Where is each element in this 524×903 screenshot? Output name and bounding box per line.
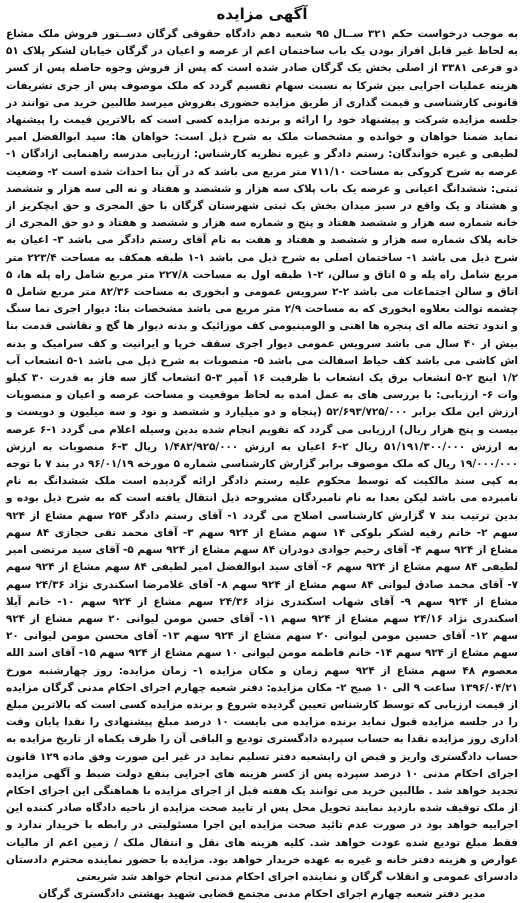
notice-body: به موجب درخواست حکم ۳۲۱ ســال ۹۵ شعبه دهم دادگاه حقوقی گرگان دســتور فروش ملک مشاع به لحاظ غیر قابل افراز بودن یک باب ساختمان اعم از عرصه و اعیان در گرگان خیابان لشکر پلاک ۵۱ دو فرعی ۳۳۸۱ از اصلی بخش یک گرگان صادر شده است که پس از فروش وجوه حاصله پس از کسر هزینه عملیات اجرایی بین شرکا به نسبت سهام تقسیم گردد که ملک موصوف پس از جری تشریفات قانونی کارشناسی و قیمت گذاری از طریق مزایده حضوری بفروش میرسد طالبین خرید می توانند در جلسه مزایده شرکت و پیشنهاد خود را ارائه و برنده مزایده کسی است که بالاترین قیمت را پیشنهاد نماید ضمنا خواهان و خوانده و مشخصات ملک به شرح ذیل است: خواهان ها: سید ابوالفضل امیر لطیفی و غیره خواندگان: رستم دادگر و غیره نظریه کارشناس: ارزیابی مدرسه راهنمایی ازادگان ۱- عرصه به شرح کروکی به مساحت ۷۱۱/۱۰ متر مربع می باشد که در آن بنا احداث شده است ۲- وضعیت ثبتی: ششدانگ اعیانی و عرصه یک باب پلاک سه هزار و ششصد و هفتاد و نه الی سه هزار و ششصد و هشتاد و یک واقع در سبز میدان بخش یک ثبتی شهرستان گرگان با حق المجری و حق ایچکریز از خانه شماره سه هزار و ششصد هفتاد و پنج و شماره سه هزار و ششصد و هفتاد و دو حق المجری از خانه پلاک شماره سه هزار و ششصد و هفتاد و هفت به نام آقای رستم دادگر می باشد ۳- اعیان به شرح ذیل می باشد ۱- ساختمان اصلی به شرح ذیل می باشد ۱-۱ طبقه همکف به مساحت ۲۲۳/۴ متر مربع شامل راه پله و ۵ اتاق و سالن، ۲-۱ طبقه اول به مساحت ۲۲۷/۸ متر مربع شامل راه پله ها، ۵ اتاق و سالن اجتماعات می باشد ۲-۲ سرویس عمومی و ابخوری به مساحت ۸۲/۳۶ متر مربع شامل ۵ چشمه توالت بعلاوه ابخوری که به مساحت ۲/۹ متر مربع می باشد مشخصات بنا: دیوار اجری نما سنگ و اندود تخته ماله ای پنجره ها اهنی و الومینیومی کف موزائیک و بدنه دیوار ها گچ و نقاشی قدمت بنا بیش از ۴۰ سال می باشد سرویس عمومی دیوار اجری سقف خرپا و ایرانیت و کف سرامیک و بدنه اش کاشی می باشد کف حیاط اسفالت می باشد ۵- منصوبات به شرح ذیل می باشد ۱-۵ انشعاب آب ۱/۲ اینچ ۲-۵ انشعاب برق یک انشعاب با ظرفیت ۱۶ آمپر ۳-۵ انشعاب گاز سه فاز به قدرت ۳۰ کیلو وات ۶- ارزیابی: با بررسی های به عمل امده به لحاظ موقعیت و مساحت عرصه و اعیان و منصوبات ارزش این ملک برابر ۵۲/۶۹۳/۷۲۵/۰۰۰ (پنجاه و دو میلیارد و ششصد و نود و سه میلیون و دویست و بیست و پنج هزار ریال) ارزیابی می گردد که تقویم انجام شده بدین وسیله اعلام می گردد ۱-۶ عرصه به ارزش ۵۱/۱۹۱/۳۰۰/۰۰۰ ریال ۲-۶ اعیان به ارزش ۱/۴۸۲/۹۲۵/۰۰۰ ریال ۳-۶ منصوبات به ارزش ۱۹/۰۰۰/۰۰۰ ریال که ملک موصوف برابر گزارش کارشناسی شماره ۵ مورخه ۹۶/۰۱/۱۹ در بند ۷ با توجه به کپی سند مالکیت که توسط محکوم علیه رستم دادگر ارائه گردیده است ملک ششدانگ به نام نامبرده می باشد لیکن بعدا به نام نامبردگان مشروحه ذیل انتقال یافته است که به شرح ذیل بوده و بدین ترتیب بند ۷ گزارش کارشناسی اصلاح می گردد ۱- آقای رستم دادگر ۲۵۴ سهم مشاع از ۹۲۴ سهم ۲- خانم رقیه لشکر بلوکی ۱۴ سهم مشاع از ۹۲۴ سهم ۳- آقای محمد تقی حجازی ۸۴ سهم مشاع از ۹۲۴ سهم ۴- آقای رحیم جوادی دودران ۸۴ سهم مشاع از ۹۲۴ سهم ۵- آقای سید مرتضی امیر لطیفی ۸۴ سهم مشاع از ۹۲۴ سهم ۶- آقای سید ابوالفضل امیر لطیفی ۸۴ سهم مشاع از ۹۲۴ سهم ۷- آقای محمد صادق لیوانی ۸۴ سهم مشاع از ۹۲۴ سهم ۸- آقای غلامرضا اسکندری نژاد ۲۴/۳۶ سهم مشاع از ۹۲۴ سهم ۹- آقای شهاب اسکندری نژاد ۲۴/۳۶ سهم مشاع از ۹۲۴ سهم ۱۰- خانم آیلا اسکندری نژاد ۲۴/۱۶ سهم مشاع از ۹۲۴ سهم ۱۱- آقای حسن مومن لیوانی ۲۰ سهم مشاع از ۹۲۴ سهم ۱۲- آقای حسین مومن لیوانی ۲۰ سهم مشاع از ۹۲۴ سهم ۱۳- آقای محسن مومن لیوانی ۲۰ سهم مشاع از ۹۲۴ سهم ۱۴- خانم فاطمه مومن لیوانی ۱۰ سهم مشاع از ۹۲۴ سهم ۱۵- آقای اسد الله معصوم ۴۸ سهم مشاع از ۹۲۴ سهم زمان و مکان مزایده ۱- زمان مزایده: روز چهارشنبه مورخ ۱۳۹۶/۰۴/۲۱ ساعت ۹ الی ۱۰ صبح ۲- مکان مزایده: دفتر شعبه چهارم اجرای احکام مدنی گرگان مزایده از قیمت ارزیابی که توسط کارشناس تعیین گردیده شروع و برنده مزایده کسی است که بالاترین مبلغ را در جلسه مزایده قبول نماید برنده مزایده می بایست ۱۰ درصد مبلغ پیشنهادی را نقدا پایان وقت اداری روز مزایده نقدا به حساب سپرده دادگستری تودیع و الباقی آن را ظرف یکماه از تاریخ مزایده به حساب دادگستری واریز و قبض ان رابشعبه دفتر تسلیم نماید در غیر این صورت وفق ماده ۱۲۹ قانون اجرای احکام مدنی ۱۰ درصد سپرده پس از کسر هزینه های اجرایی بنفع دولت ضبط و آگهی مزایده تجدید خواهد شد . طالبین خرید می توانند یک هفته قبل از اجرای مزایده با هماهنگی این اجرای احکام از ملک توقیف شده بازدید نمایند تحویل محل پس از تایید صحت مزایده از ناحیه دادگاه صادر کننده این اجراییه خواهد بود در صورت عدم تائید صحت مزایده این اجرا مسئولیتی در رابطه با خریدار ندارد و فقط مبلغ تودیع شده عودت خواهد شد. کلیه هزینه های نقل و انتقال ملک / زمین اعم از مالیات عوارض و هزینه دفتر خانه و غیره به عهده خریدار خواهد بود. مزایده با حضور نماینده محترم دادستان دادسرای عمومی و انقلاب گرگان و نماینده اجرای احکام مدنی انجام خواهد شد شریعتی bbox=[6, 28, 519, 883]
auction-notice bbox=[6, 4, 519, 901]
notice-title: آگهی مزایده bbox=[216, 5, 308, 23]
notice-signature: مدیر دفتر شعبه چهارم اجرای احکام مدنی مجتمع قضایی شهید بهشتی دادگستری گرگان bbox=[38, 888, 486, 901]
